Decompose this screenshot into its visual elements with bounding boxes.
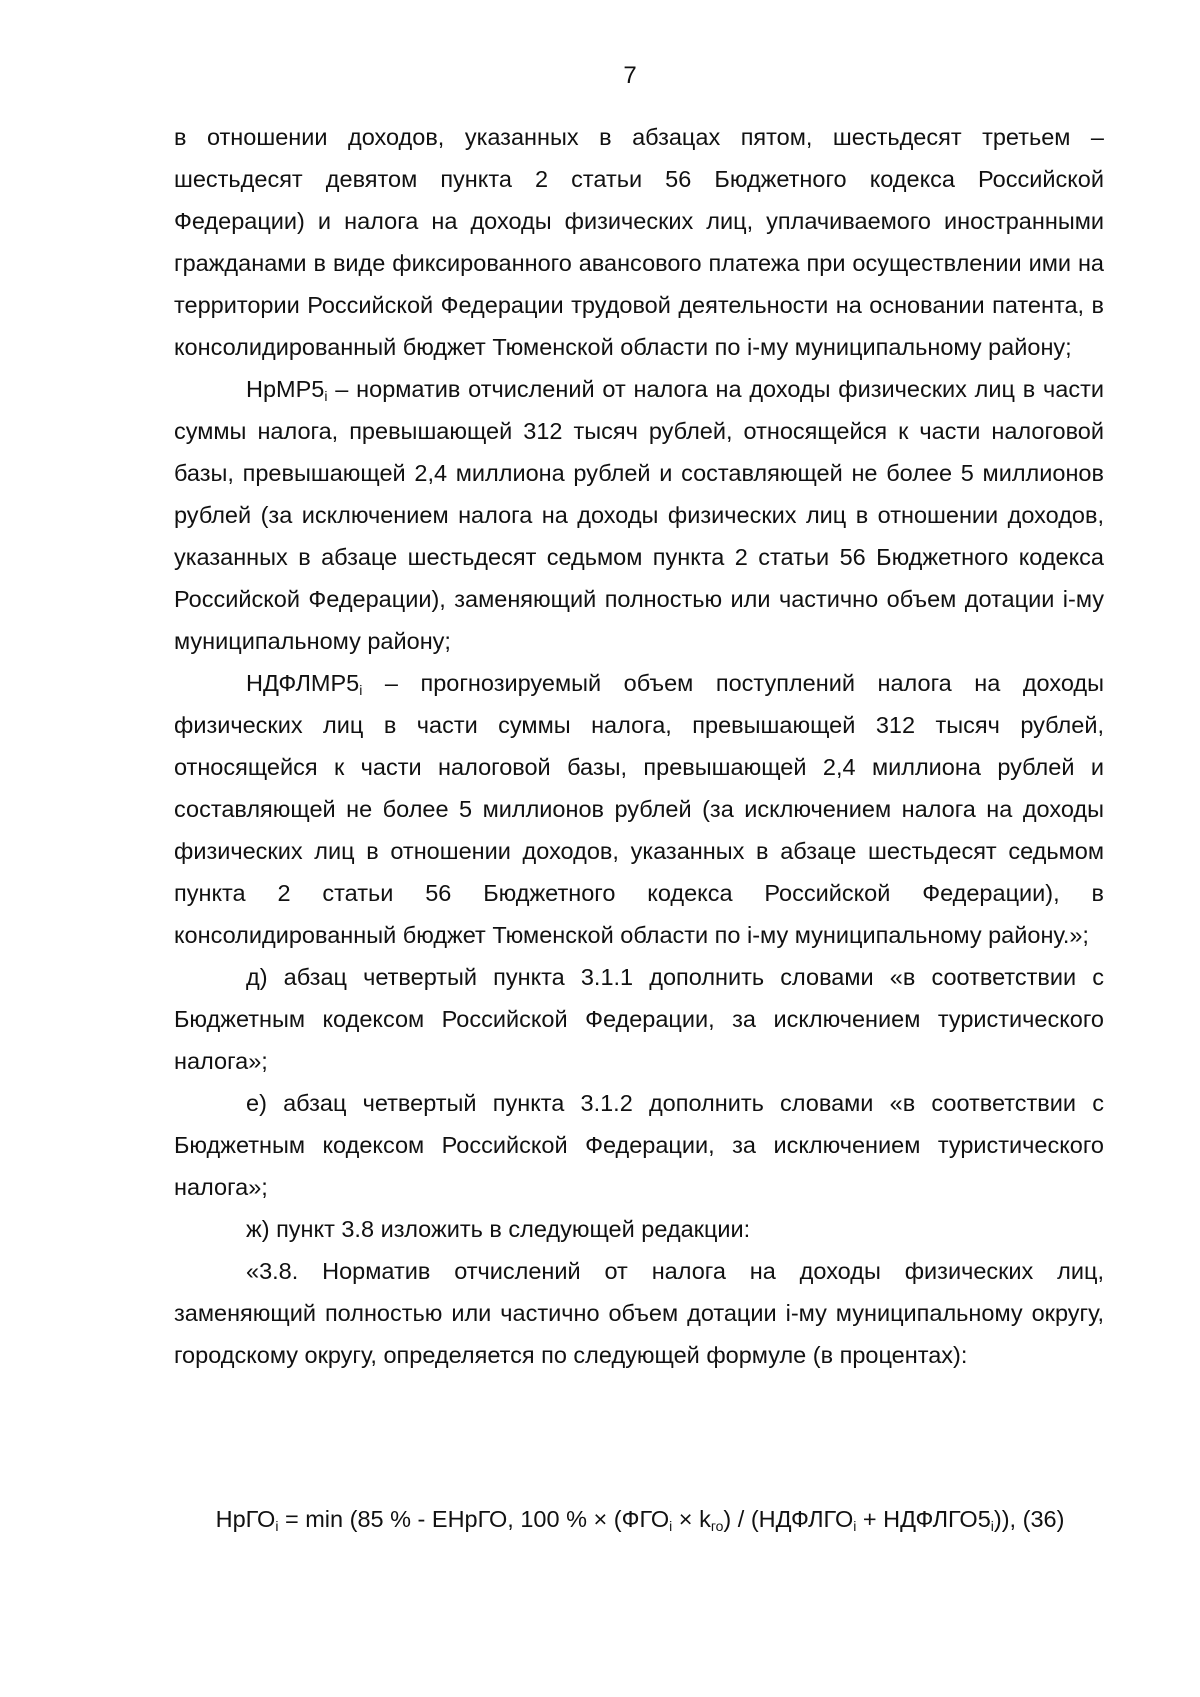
formula-lhs: НрГО [215, 1506, 276, 1532]
term-subscript: i [324, 388, 328, 404]
formula-36 [150, 1498, 1130, 1540]
term-subscript: i [359, 682, 363, 698]
formula-subscript: i [853, 1518, 857, 1534]
formula-subscript: i [275, 1518, 279, 1534]
formula-part: )), (36) [993, 1506, 1065, 1532]
formula-part: + НДФЛГО5 [856, 1506, 991, 1532]
definition-text: – прогнозируемый объем поступлений налога на доходы физических лиц в части суммы налога, превышающей 312 тысяч рублей, относящейся к части налоговой базы, превышающей 2,4 миллиона рублей и составляющей не более 5 миллионов рублей (за исключением налога на доходы физических лиц в отношении доходов, указанных в абзаце шестьдесят седьмом пункта 2 статьи 56 Бюджетного кодекса Российской Федерации), в консолидированный бюджет Тюменской области по i-му муниципальному району.»; [174, 670, 1104, 948]
paragraph-item-zh: ж) пункт 3.8 изложить в следующей редакции: [246, 1216, 751, 1242]
document-body [174, 116, 1104, 1376]
formula-part: × k [672, 1506, 711, 1532]
paragraph-hrmr5-definition [174, 368, 1104, 662]
term-hrmr5: НрМР5 [246, 376, 325, 402]
term-ndflmr5: НДФЛМР5 [246, 670, 360, 696]
definition-text: – норматив отчислений от налога на доходы физических лиц в части суммы налога, превышающей 312 тысяч рублей, относящейся к части налоговой базы, превышающей 2,4 миллиона рублей и составляющей не более 5 миллионов рублей (за исключением налога на доходы физических лиц в отношении доходов, указанных в абзаце шестьдесят седьмом пункта 2 статьи 56 Бюджетного кодекса Российской Федерации), заменяющий полностью или частично объем дотации i-му муниципальному району; [174, 376, 1104, 654]
paragraph-item-e: е) абзац четвертый пункта 3.1.2 дополнить словами «в соответствии с Бюджетным кодексом Российской Федерации, за исключением туристического налога»; [174, 1090, 1104, 1200]
paragraph-item-d: д) абзац четвертый пункта 3.1.1 дополнить словами «в соответствии с Бюджетным кодексом Российской Федерации, за исключением туристического налога»; [174, 964, 1104, 1074]
page-number: 7 [623, 62, 637, 89]
formula-part: = min (85 % - ЕНрГО, 100 % × (ФГО [278, 1506, 670, 1532]
formula-part: ) / (НДФЛГО [723, 1506, 854, 1532]
paragraph-continuation: в отношении доходов, указанных в абзацах пятом, шестьдесят третьем – шестьдесят девятом пункта 2 статьи 56 Бюджетного кодекса Российской Федерации) и налога на доходы физических лиц, уплачиваемого иностранными гражданами в виде фиксированного авансового платежа при осуществлении ими на территории Российской Федерации трудовой деятельности на основании патента, в консолидированный бюджет Тюменской области по i-му муниципальному району; [174, 124, 1104, 360]
formula-subscript: i [669, 1518, 673, 1534]
formula-subscript: i [990, 1518, 994, 1534]
paragraph-3-8: «3.8. Норматив отчислений от налога на доходы физических лиц, заменяющий полностью или частично объем дотации i-му муниципальному округу, городскому округу, определяется по следующей формуле (в процентах): [174, 1258, 1104, 1368]
paragraph-ndflmr5-definition [174, 662, 1104, 956]
formula-subscript: го [710, 1518, 724, 1534]
